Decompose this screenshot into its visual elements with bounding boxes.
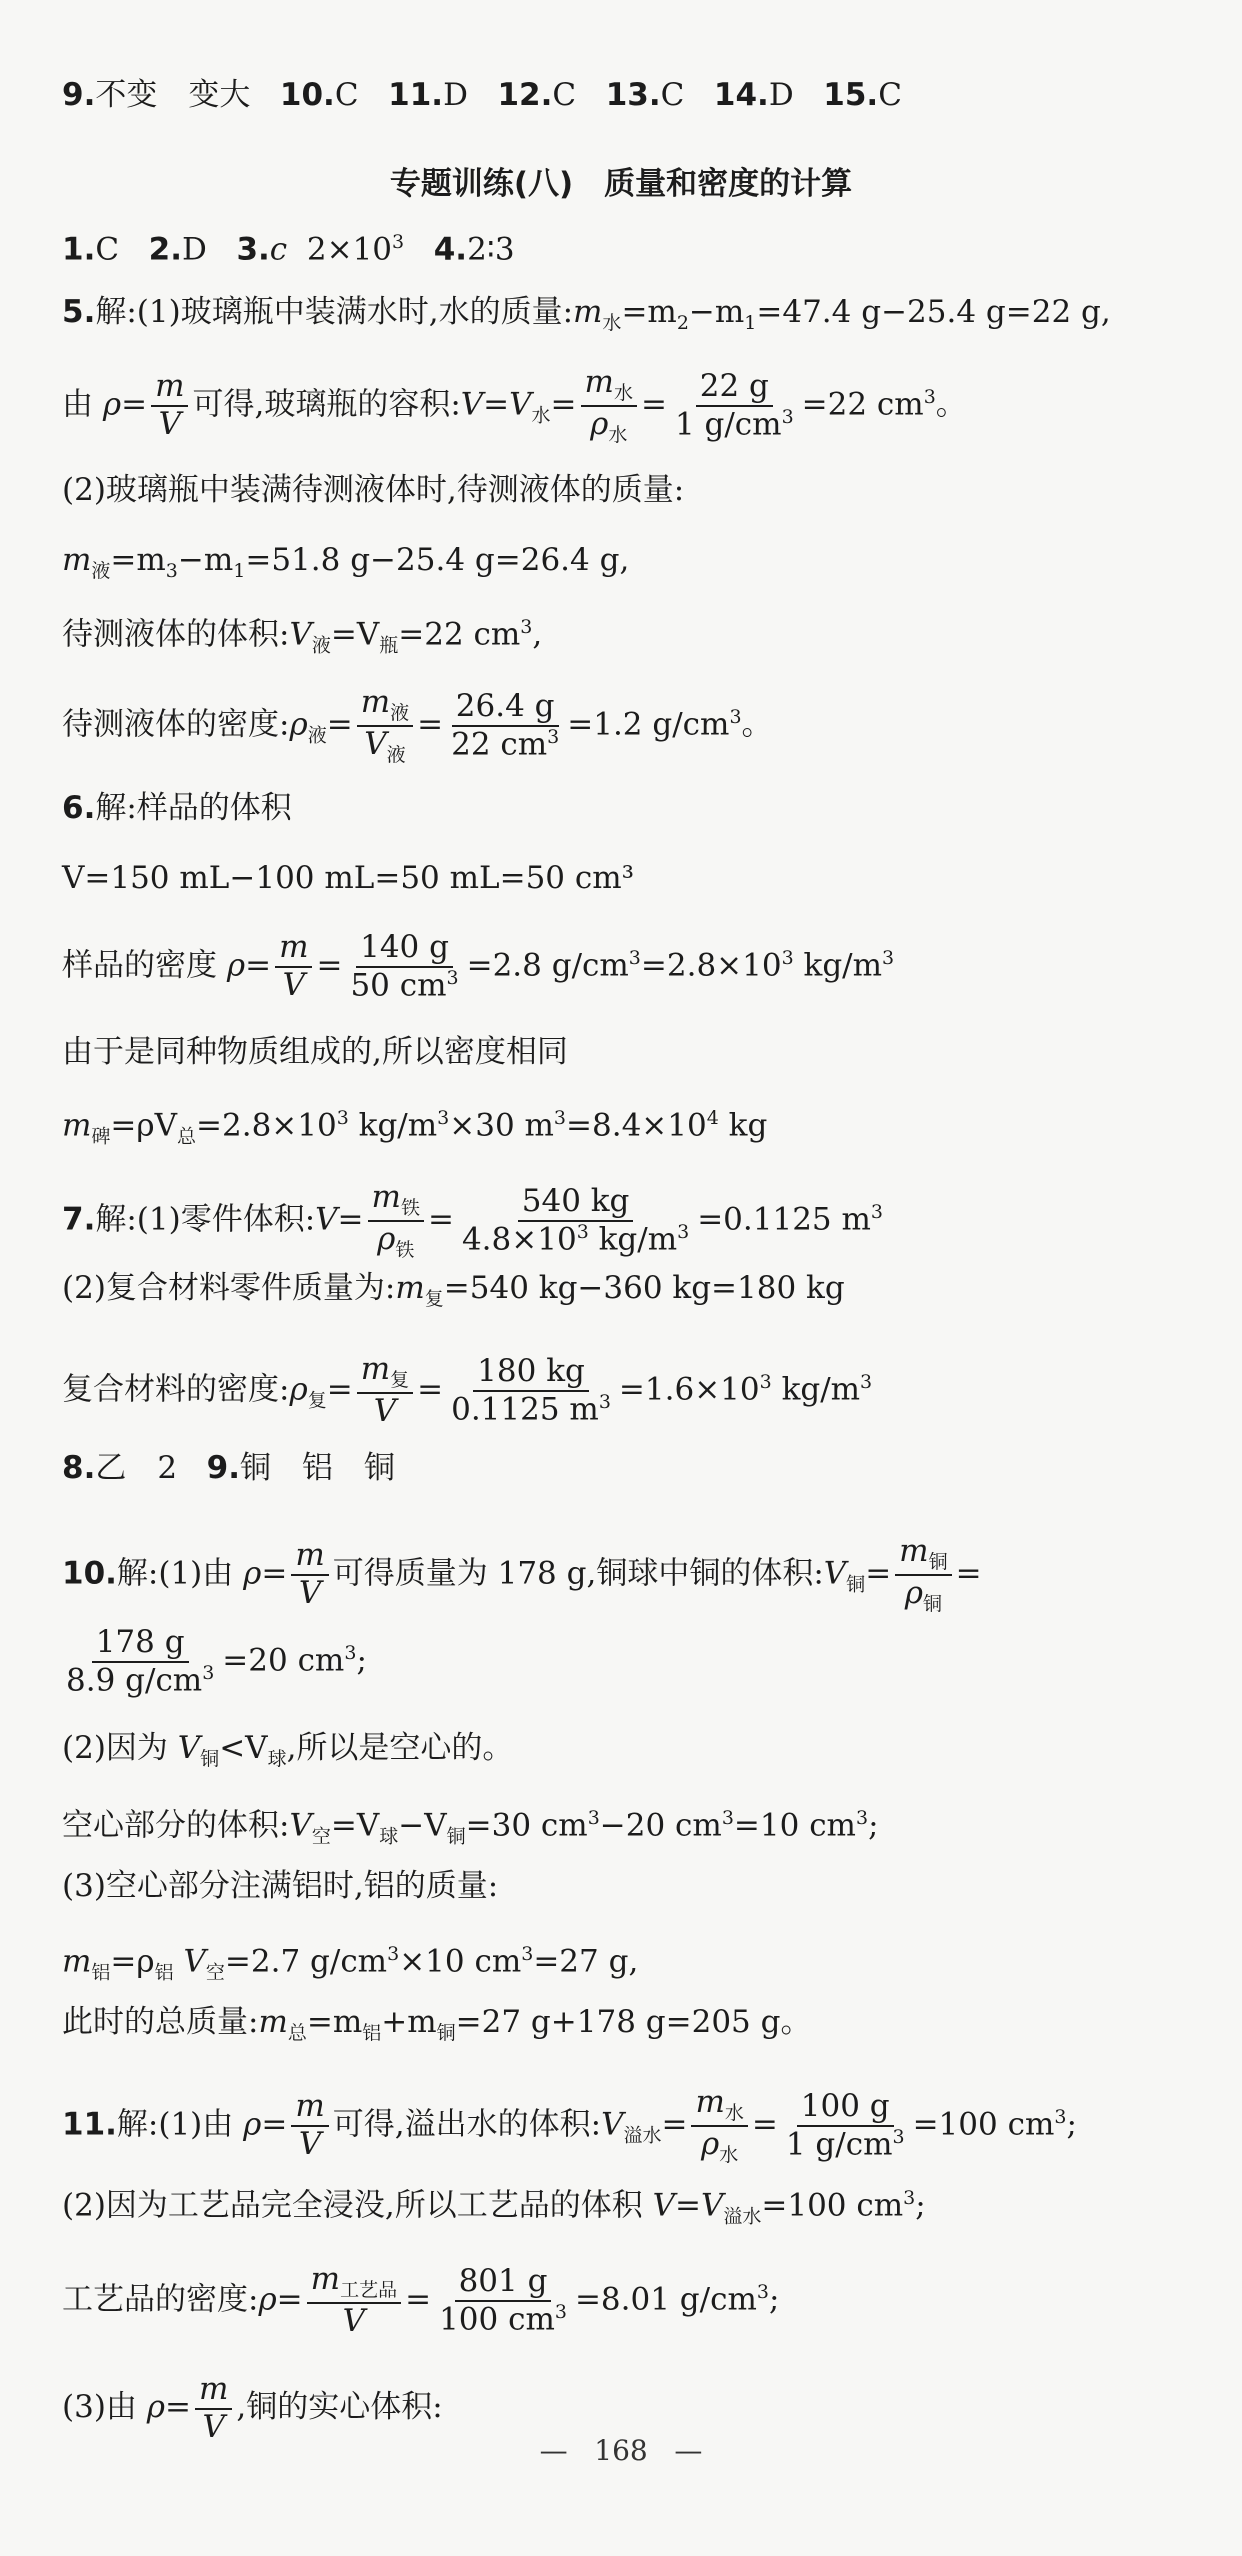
fraction: $\frac{m}{V}$ — [151, 369, 188, 442]
fraction: $\frac{m}{V}$ — [195, 2372, 232, 2445]
fraction: $\frac{m_水}{\rho_水}$ — [691, 2085, 747, 2167]
q5-line-2: 由 ρ= $\frac{m}{V}$ 可得,玻璃瓶的容积$:V=V_水=$ $\frac{m_水}{\rho_水}$ = $\frac{22 g}{1 g/cm^3}$ =22 $cm^3$。 — [62, 364, 967, 447]
q5-line-1: 5.解:(1)玻璃瓶中装满水时,水的质量$:m_水=m_2-m_1=47.4$ g−25.4 g=22 g, — [62, 294, 1111, 335]
fraction: $\frac{540 kg}{4.8\times 10^3 kg/m^3}$ — [461, 1183, 690, 1258]
answers-9-15: 9.不变 变大 10.C 11.D 12.C 13.C 14.D 15.C — [62, 77, 902, 113]
fraction: $\frac{180 kg}{0.1125 m^3}$ — [451, 1353, 611, 1427]
fraction: $\frac{801 g}{100 cm^3}$ — [439, 2263, 567, 2337]
fraction: $\frac{m_{工艺品}}{V}$ — [307, 2262, 401, 2340]
q6-line-2: V=150 mL−100 mL=50 mL=50 cm³ — [62, 860, 635, 896]
fraction: $\frac{m_液}{V_液}$ — [357, 685, 413, 767]
answers-1-4: 1.C 2.D 3.c $2\times 10^3$ 4.2∶3 — [62, 231, 515, 268]
q10-line-1: 10.解:(1)由 ρ= $\frac{m}{V}$ 可得质量为 178 g,铜球中铜的体积$:V_铜=$ $\frac{m_铜}{\rho_铜}$ = — [62, 1533, 982, 1616]
q10-line-2: $\frac{178 g}{8.9 g/cm^3}$ =20 $cm^3$; — [62, 1625, 1202, 1699]
q5-line-6: 待测液体的密度$:\rho_液=$ $\frac{m_液}{V_液}$ = $\frac{26.4 g}{22 cm^3}$ =1.2 $g/cm^3$。 — [62, 684, 773, 767]
fraction: $\frac{26.4 g}{22 cm^3}$ — [451, 688, 560, 763]
q6-line-3: 样品的密度 ρ= $\frac{m}{V}$ = $\frac{140 g}{50 cm^3}$ =2.8 $g/cm^3=2.8\times 10^3$ $kg/m^3$ — [62, 929, 895, 1003]
q10-line-6: $m_铝=\rho_铝$ $V_空=2.7$ $g/cm^3\times 10$ $cm^3=27$ g, — [62, 1943, 639, 1984]
fraction: $\frac{m_铜}{\rho_铜}$ — [895, 1534, 951, 1616]
q7-line-3: 复合材料的密度$:\rho_复=$ $\frac{m_复}{V}$ = $\frac{180 kg}{0.1125 m^3}$ $=1.6\times 10^3$ $kg/m^3$ — [62, 1351, 873, 1430]
q11-line-1: 11.解:(1)由 ρ= $\frac{m}{V}$ 可得,溢出水的体积$:V_{溢水}=$ $\frac{m_水}{\rho_水}$ = $\frac{100 g}{1 g/cm^3}$ =100 $cm^3$; — [62, 2084, 1077, 2167]
q6-line-1: 6.解:样品的体积 — [62, 790, 292, 826]
q7-line-2: (2)复合材料零件质量为$:m_复=540$ kg−360 kg=180 kg — [62, 1270, 845, 1311]
q5-line-3: (2)玻璃瓶中装满待测液体时,待测液体的质量: — [62, 472, 685, 508]
q10-line-5: (3)空心部分注满铝时,铝的质量: — [62, 1868, 499, 1904]
q10-line-4: 空心部分的体积$:V_空=V_球-V_铜=30$ $cm^3-20$ $cm^3=10$ $cm^3$; — [62, 1807, 879, 1848]
fraction: $\frac{22 g}{1 g/cm^3}$ — [674, 368, 794, 443]
q11-line-4: (3)由 ρ= $\frac{m}{V}$ ,铜的实心体积: — [62, 2371, 443, 2445]
q6-line-4: 由于是同种物质组成的,所以密度相同 — [62, 1034, 568, 1070]
fraction: $\frac{m}{V}$ — [291, 1538, 328, 1611]
q7-line-1: 7.解:(1)零件体积:V= $\frac{m_铁}{\rho_铁}$ = $\frac{540 kg}{4.8\times 10^3 kg/m^3}$ =0.1125 $m^3$ — [62, 1179, 883, 1262]
fraction: $\frac{178 g}{8.9 g/cm^3}$ — [66, 1624, 215, 1698]
q6-line-5: $m_碑=\rho V_总=2.8\times 10^3$ $kg/m^3\times 30$ $m^3=8.4\times 10^4$ kg — [62, 1107, 768, 1148]
answers-8-9: 8.乙 2 9.铜 铝 铜 — [62, 1450, 396, 1486]
q11-line-3: 工艺品的密度:ρ= $\frac{m_{工艺品}}{V}$ = $\frac{801 g}{100 cm^3}$ =8.01 $g/cm^3$; — [62, 2261, 780, 2340]
fraction: $\frac{m_复}{V}$ — [357, 1352, 413, 1430]
section-title: 专题训练(八) 质量和密度的计算 — [389, 166, 853, 202]
q5-line-5: 待测液体的体积$:V_液=V_瓶=22$ $cm^3$, — [62, 616, 543, 657]
fraction: $\frac{100 g}{1 g/cm^3}$ — [785, 2088, 905, 2163]
fraction: $\frac{m_水}{\rho_水}$ — [581, 365, 637, 447]
q5-line-4: $m_液=m_3-m_1=51.8$ g−25.4 g=26.4 g, — [62, 542, 630, 583]
q10-line-7: 此时的总质量$:m_总=m_铝+m_铜=27$ g+178 g=205 g。 — [62, 2004, 812, 2045]
fraction: $\frac{m_铁}{\rho_铁}$ — [368, 1180, 424, 1262]
fraction: $\frac{140 g}{50 cm^3}$ — [350, 929, 459, 1003]
fraction: $\frac{m}{V}$ — [275, 930, 312, 1003]
fraction: $\frac{m}{V}$ — [291, 2089, 328, 2162]
page-number: — 168 — — [539, 2434, 703, 2467]
q11-line-2: (2)因为工艺品完全浸没,所以工艺品的体积 $V=V_{溢水}=100$ $cm^3$; — [62, 2187, 926, 2228]
q-num: 9. — [62, 77, 96, 113]
q10-line-3: (2)因为 $V_铜<V_球$,所以是空心的。 — [62, 1730, 514, 1771]
